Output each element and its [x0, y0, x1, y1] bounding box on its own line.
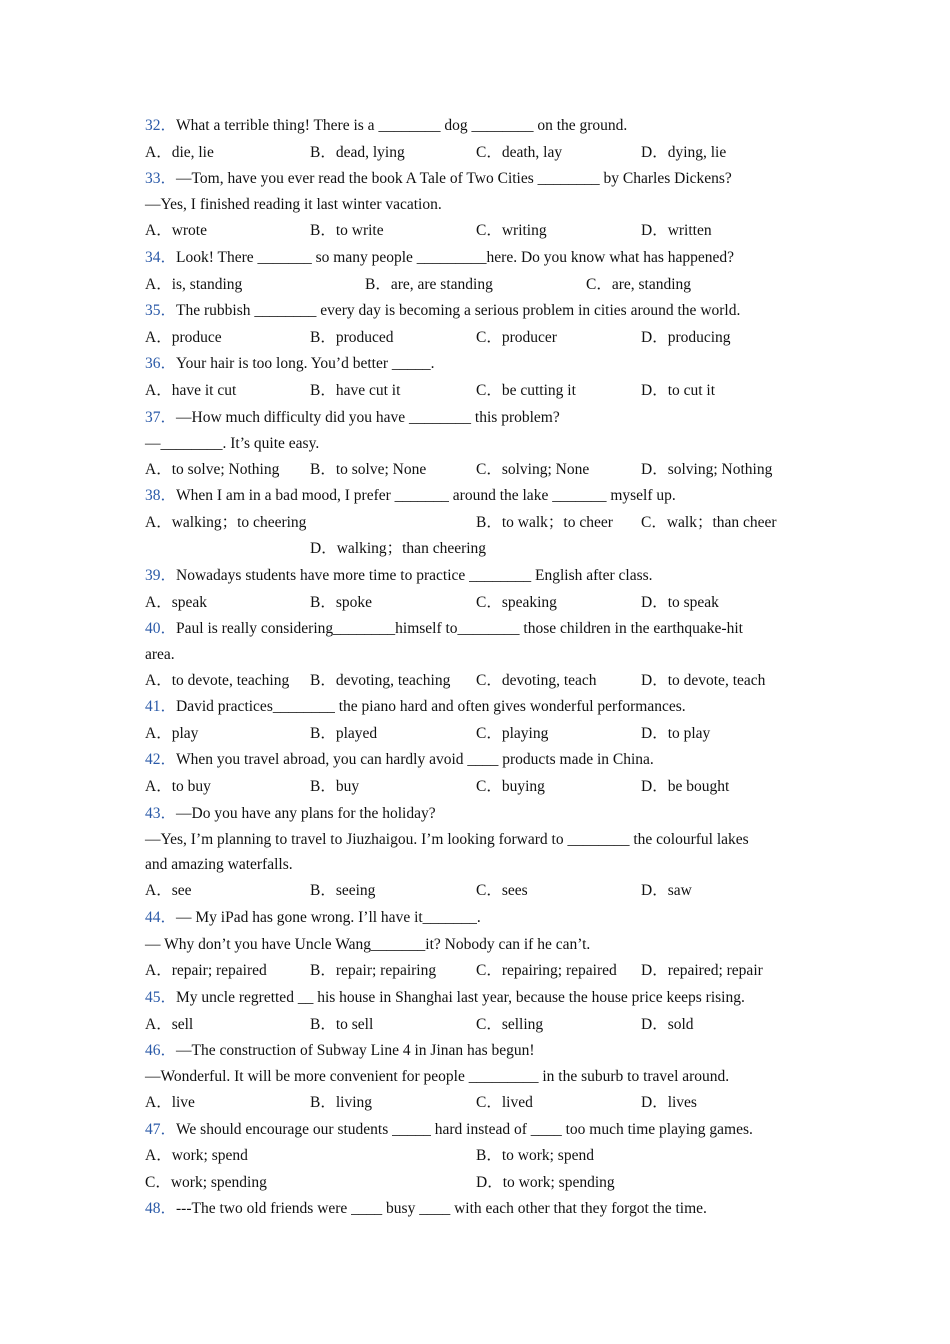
option-a: A．is, standing: [145, 276, 243, 293]
question-number: 32．: [145, 117, 177, 134]
question-number: 45．: [145, 989, 177, 1006]
option-b: B．to sell: [310, 1016, 374, 1033]
question-stem: 48．---The two old friends were ____ busy ____ with each other that they forgot the time.: [145, 1200, 707, 1217]
option-d: D．to work; spending: [476, 1174, 615, 1191]
option-c: C．solving; None: [476, 461, 590, 478]
option-c: C．devoting, teach: [476, 672, 597, 689]
option-d: D．to devote, teach: [641, 672, 766, 689]
question-number: 43．: [145, 805, 177, 822]
question-number: 46．: [145, 1042, 177, 1059]
option-d: D．saw: [641, 882, 692, 899]
option-d: D．repaired; repair: [641, 962, 763, 979]
option-c: C．be cutting it: [476, 382, 576, 399]
option-d: D．to play: [641, 725, 711, 742]
question-number: 47．: [145, 1121, 177, 1138]
question-number: 40．: [145, 620, 177, 637]
question-number: 38．: [145, 487, 177, 504]
question-stem-line: —Yes, I’m planning to travel to Jiuzhaigou. I’m looking forward to ________ the colourful lakes: [145, 831, 749, 848]
question-number: 36．: [145, 355, 177, 372]
option-b: B．seeing: [310, 882, 376, 899]
question-stem: 43．—Do you have any plans for the holiday?: [145, 805, 436, 822]
option-a: A．to buy: [145, 778, 211, 795]
option-a: A．wrote: [145, 222, 207, 239]
option-b: B．buy: [310, 778, 360, 795]
option-b: B．to walk；to cheer: [476, 514, 613, 531]
question-stem: 47．We should encourage our students _____ hard instead of ____ too much time playing games.: [145, 1121, 753, 1138]
option-a: A．have it cut: [145, 382, 237, 399]
question-stem: 46．—The construction of Subway Line 4 in Jinan has begun!: [145, 1042, 535, 1059]
question-stem: 32．What a terrible thing! There is a ________ dog ________ on the ground.: [145, 117, 628, 134]
question-number: 48．: [145, 1200, 177, 1217]
option-a: A．to solve; Nothing: [145, 461, 280, 478]
question-number: 34．: [145, 249, 177, 266]
option-c: C．playing: [476, 725, 549, 742]
option-d: D．to cut it: [641, 382, 716, 399]
option-a: A．walking；to cheering: [145, 514, 307, 531]
option-a: A．die, lie: [145, 144, 214, 161]
question-stem: 37．—How much difficulty did you have ________ this problem?: [145, 409, 560, 426]
option-a: A．work; spend: [145, 1147, 248, 1164]
question-stem: 44．— My iPad has gone wrong. I’ll have it_______.: [145, 909, 481, 926]
option-d: D．producing: [641, 329, 731, 346]
option-a: A．to devote, teaching: [145, 672, 290, 689]
question-number: 44．: [145, 909, 177, 926]
question-number: 41．: [145, 698, 177, 715]
question-stem: 36．Your hair is too long. You’d better _____.: [145, 355, 435, 372]
question-stem-line: —Yes, I finished reading it last winter vacation.: [145, 196, 442, 213]
option-c: C．producer: [476, 329, 557, 346]
option-b: B．have cut it: [310, 382, 401, 399]
option-a: A．repair; repaired: [145, 962, 267, 979]
question-stem-line: —Wonderful. It will be more convenient for people _________ in the suburb to travel around.: [145, 1068, 730, 1085]
option-b: B．produced: [310, 329, 394, 346]
question-number: 35．: [145, 302, 177, 319]
option-c: C．repairing; repaired: [476, 962, 617, 979]
option-d: D．written: [641, 222, 712, 239]
question-stem-line: —________. It’s quite easy.: [145, 435, 320, 452]
option-a: A．play: [145, 725, 199, 742]
option-b: B．played: [310, 725, 378, 742]
option-c: C．work; spending: [145, 1174, 267, 1191]
question-stem: 45．My uncle regretted __ his house in Shanghai last year, because the house price keeps rising.: [145, 989, 745, 1006]
option-a: A．speak: [145, 594, 207, 611]
question-stem: 39．Nowadays students have more time to practice ________ English after class.: [145, 567, 653, 584]
option-a: A．produce: [145, 329, 222, 346]
option-b: B．to work; spend: [476, 1147, 594, 1164]
question-stem: 34．Look! There _______ so many people _________here. Do you know what has happened?: [145, 249, 735, 266]
option-b: B．are, are standing: [365, 276, 493, 293]
option-d: D．sold: [641, 1016, 694, 1033]
option-c: C．lived: [476, 1094, 533, 1111]
question-stem: 40．Paul is really considering________himself to________ those children in the earthquake-hit: [145, 620, 743, 637]
question-stem: 33．—Tom, have you ever read the book A Tale of Two Cities ________ by Charles Dickens?: [145, 170, 732, 187]
option-a: A．live: [145, 1094, 195, 1111]
option-b: B．to solve; None: [310, 461, 427, 478]
question-stem-line: area.: [145, 646, 175, 663]
option-a: A．sell: [145, 1016, 194, 1033]
question-stem: 41．David practices________ the piano hard and often gives wonderful performances.: [145, 698, 686, 715]
question-stem: 38．When I am in a bad mood, I prefer _______ around the lake _______ myself up.: [145, 487, 676, 504]
question-number: 42．: [145, 751, 177, 768]
option-b: B．living: [310, 1094, 373, 1111]
option-d: D．to speak: [641, 594, 719, 611]
option-c: C．walk；than cheer: [641, 514, 777, 531]
question-number: 33．: [145, 170, 177, 187]
option-c: C．are, standing: [586, 276, 692, 293]
question-number: 39．: [145, 567, 177, 584]
option-d: D．lives: [641, 1094, 697, 1111]
question-stem: 42．When you travel abroad, you can hardly avoid ____ products made in China.: [145, 751, 654, 768]
option-c: C．death, lay: [476, 144, 563, 161]
option-c: C．writing: [476, 222, 547, 239]
option-c: C．selling: [476, 1016, 544, 1033]
option-b: B．dead, lying: [310, 144, 405, 161]
option-b: B．repair; repairing: [310, 962, 437, 979]
option-d: D．solving; Nothing: [641, 461, 773, 478]
option-b: B．devoting, teaching: [310, 672, 451, 689]
question-stem-line: and amazing waterfalls.: [145, 856, 293, 873]
option-b: B．to write: [310, 222, 384, 239]
option-d: D．be bought: [641, 778, 730, 795]
option-b: B．spoke: [310, 594, 373, 611]
question-number: 37．: [145, 409, 177, 426]
option-d: D．walking；than cheering: [310, 540, 487, 557]
option-c: C．buying: [476, 778, 545, 795]
option-d: D．dying, lie: [641, 144, 727, 161]
option-c: C．sees: [476, 882, 528, 899]
option-a: A．see: [145, 882, 192, 899]
question-stem: 35．The rubbish ________ every day is becoming a serious problem in cities around the world.: [145, 302, 741, 319]
option-c: C．speaking: [476, 594, 557, 611]
question-stem-line: — Why don’t you have Uncle Wang_______it? Nobody can if he can’t.: [145, 936, 591, 953]
